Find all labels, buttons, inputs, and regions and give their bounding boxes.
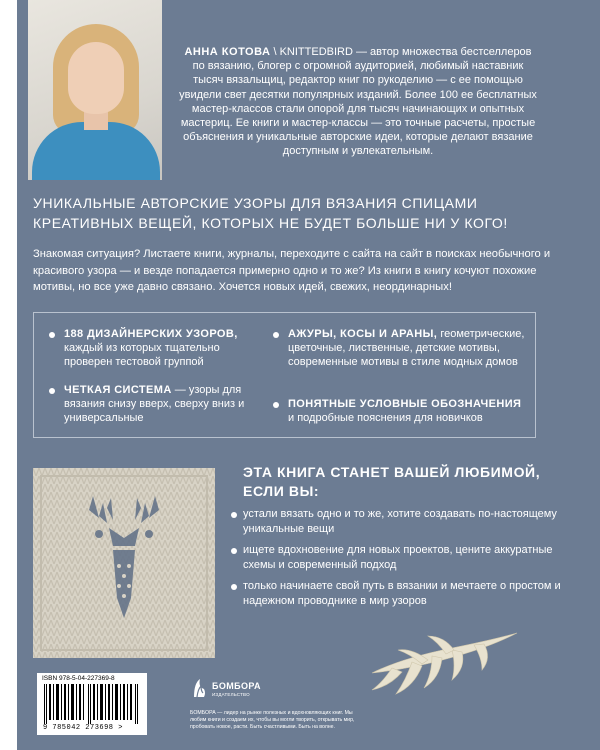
publisher-logo (192, 677, 272, 703)
deer-lace-pattern-icon (33, 468, 215, 658)
bullet-icon (231, 512, 237, 518)
reason-item: только начинаете свой путь в вязании и мечтаете о простом и надежном проводнике в мир узоров (243, 579, 573, 609)
section-title: ЭТА КНИГА СТАНЕТ ВАШЕЙ ЛЮБИМОЙ, ЕСЛИ ВЫ: (243, 464, 541, 499)
publisher-sub: ИЗДАТЕЛЬСТВО (212, 692, 250, 697)
barcode-digits: 9 785042 273698 > (43, 724, 123, 732)
barcode-icon (42, 684, 142, 724)
feature-item: ПОНЯТНЫЕ УСЛОВНЫЕ ОБОЗНАЧЕНИЯ и подробные пояснения для новичков (288, 397, 528, 425)
cover-headline: УНИКАЛЬНЫЕ АВТОРСКИЕ УЗОРЫ ДЛЯ ВЯЗАНИЯ СПИЦАМИ КРЕАТИВНЫХ ВЕЩЕЙ, КОТОРЫХ НЕ БУДЕТ БОЛЬШЕ НИ У КОГО! (33, 195, 508, 231)
feature-item: ЧЕТКАЯ СИСТЕМА — узоры для вязания снизу вверх, сверху вниз и универсальные (64, 383, 259, 425)
bullet-icon (273, 332, 279, 338)
bullet-icon (49, 388, 55, 394)
bullet-icon (231, 584, 237, 590)
author-handle: \ KNITTEDBIRD (273, 46, 353, 58)
bullet-icon (49, 332, 55, 338)
intro-paragraph: Знакомая ситуация? Листаете книги, журналы, переходите с сайта на сайт в поисках необычного и красивого узора — и везде попадается примерно одно и то же? Из книги в книгу кочуют похожие мотивы, но все уже давно связано. Хочется новых идей, свежих, неординарных! (33, 248, 551, 293)
reason-item: устали вязать одно и то же, хотите создавать по-настоящему уникальные вещи (243, 507, 573, 537)
cover-left-edge (0, 0, 17, 750)
bombora-wave-icon (192, 677, 208, 699)
features-box (33, 312, 536, 438)
author-bio (178, 45, 538, 159)
bullet-icon (231, 548, 237, 554)
dried-leaf-decoration-icon (362, 628, 522, 708)
publisher-note: БОМБОРА — лидер на рынке полезных и вдохновляющих книг. Мы любим книги и создаем их, чтобы вы могли творить, открывать мир, пробовать новое, расти. Быть счастливыми. Быть на волне. (190, 710, 355, 730)
author-name: АННА КОТОВА (184, 46, 271, 58)
knitted-swatch-image (33, 468, 215, 658)
isbn-code: ISBN 978-5-04-227369-8 (42, 675, 115, 682)
publisher-brand: БОМБОРА (212, 681, 261, 691)
author-bio-text: — автор множества бестселлеров по вязанию, блогер с огромной аудиторией, любимый наставник тысяч вязальщиц, редактор книг по рукоделию — с ее помощью увидели свет десятки популярных изданий. Более 100 ее бесплатных мастер-классов стали опорой для тысяч начинающих и опытных мастериц. Ее книги и мастер-классы — это точные расчеты, простые объяснения и уникальные авторские идеи, которые делают вязание доступным и увлекательным. (179, 46, 537, 158)
author-photo (28, 0, 162, 180)
isbn-barcode (37, 673, 147, 735)
bullet-icon (273, 402, 279, 408)
reason-item: ищете вдохновение для новых проектов, цените аккуратные схемы и современный подход (243, 543, 573, 573)
feature-item: 188 ДИЗАЙНЕРСКИХ УЗОРОВ, каждый из которых тщательно проверен тестовой группой (64, 327, 259, 369)
feature-item: АЖУРЫ, КОСЫ И АРАНЫ, геометрические, цветочные, лиственные, детские мотивы, современные мотивы в стиле модных домов (288, 327, 528, 369)
